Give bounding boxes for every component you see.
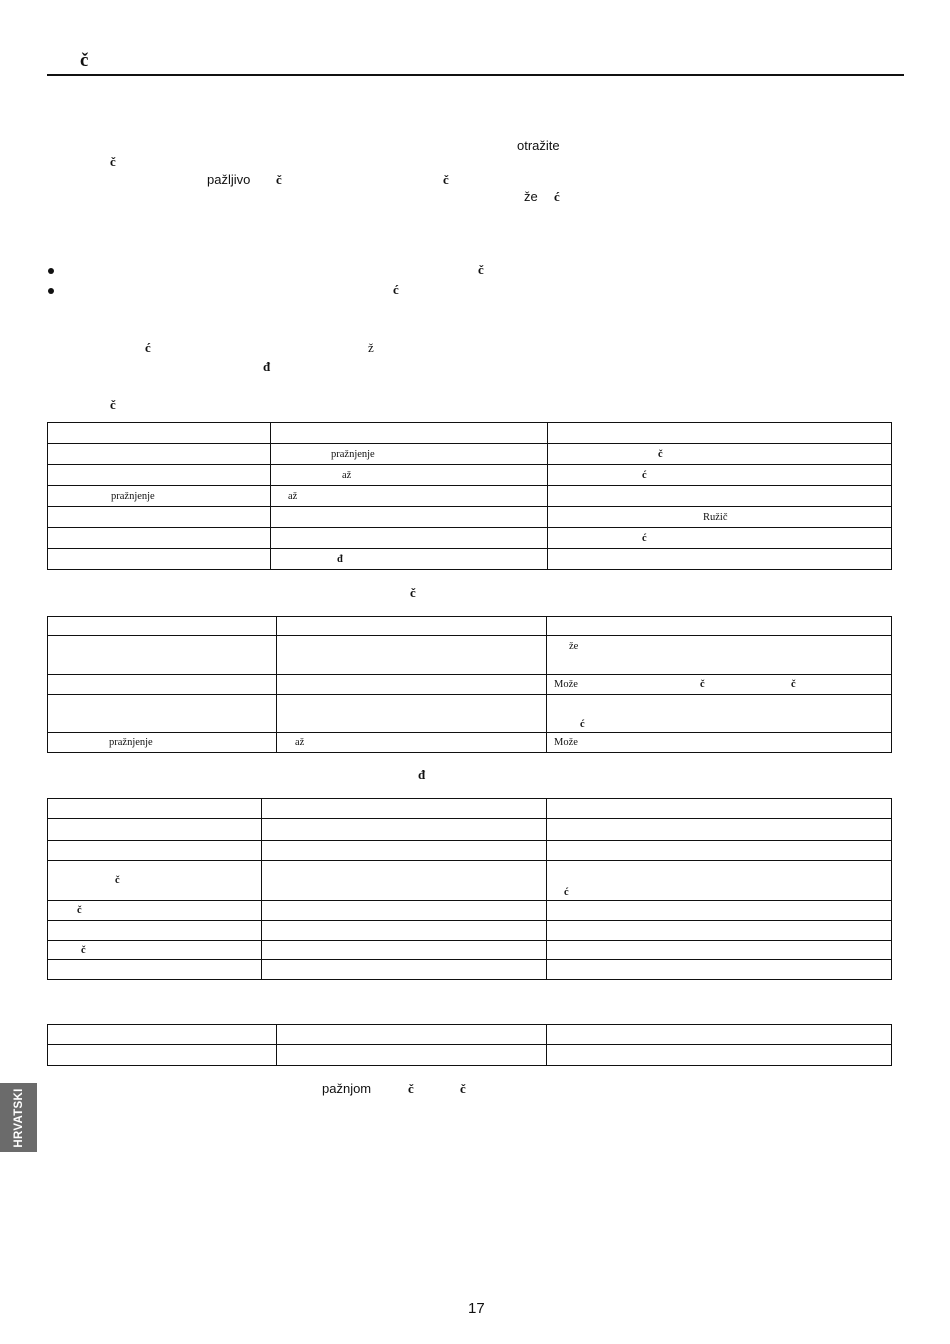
table-cell: č — [48, 941, 262, 960]
table1-heading: č — [110, 397, 116, 412]
table-cell: že — [547, 636, 892, 675]
table-row — [48, 549, 892, 570]
table-row — [48, 636, 892, 675]
table-cell: č — [48, 901, 262, 921]
table-1 — [47, 422, 892, 570]
intro-char: ć — [554, 189, 560, 204]
table-cell — [547, 675, 892, 695]
cell-text: č — [791, 679, 796, 690]
table-row — [48, 921, 892, 941]
table-3 — [47, 798, 892, 980]
side-tab-label: HRVATSKI — [12, 1087, 25, 1148]
table-row — [48, 486, 892, 507]
table-cell: č — [48, 861, 262, 901]
bullet-char: č — [478, 262, 484, 277]
table-cell: pražnjenje — [271, 444, 548, 465]
table-cell: ć — [547, 695, 892, 733]
intro-char: č — [276, 172, 282, 187]
footer-word: pažnjom — [322, 1081, 372, 1096]
intro-word: pažljivo — [207, 172, 251, 187]
footer-char: č — [408, 1081, 414, 1096]
page-number: 17 — [468, 1300, 485, 1317]
table-cell: pražnjenje — [48, 486, 271, 507]
table-cell: Može — [547, 733, 892, 753]
table-row — [48, 901, 892, 921]
intro-char: č — [443, 172, 449, 187]
bullet-dot — [48, 268, 54, 274]
bullet-char: ć — [393, 282, 399, 297]
cell-text: Može — [554, 679, 578, 690]
table-cell: až — [271, 486, 548, 507]
table-row — [48, 941, 892, 960]
table-cell: až — [277, 733, 547, 753]
table-2 — [47, 616, 892, 753]
table-cell: ć — [548, 528, 892, 549]
table-row — [48, 960, 892, 980]
para-char: đ — [263, 359, 271, 374]
intro-char: č — [110, 154, 116, 169]
table-cell: až — [271, 465, 548, 486]
title-rule — [47, 74, 904, 76]
table-row — [48, 675, 892, 695]
footer-char: č — [460, 1081, 466, 1096]
page-title: č — [80, 50, 89, 71]
intro-word: otražite — [517, 138, 560, 153]
table2-heading: č — [410, 585, 416, 600]
table-cell: pražnjenje — [48, 733, 277, 753]
table-cell: Ružič — [548, 507, 892, 528]
table-cell: ć — [547, 861, 892, 901]
table-row — [48, 733, 892, 753]
table-row — [48, 444, 892, 465]
table-row — [48, 1045, 892, 1066]
table-cell: č — [548, 444, 892, 465]
table-cell: ć — [548, 465, 892, 486]
table-row — [48, 819, 892, 841]
table-row — [48, 507, 892, 528]
table-row — [48, 465, 892, 486]
bullet-dot — [48, 288, 54, 294]
cell-text: č — [700, 679, 705, 690]
language-side-tab — [0, 1083, 37, 1152]
table3-heading: đ — [418, 767, 426, 782]
table-row — [48, 528, 892, 549]
table-cell: đ — [271, 549, 548, 570]
table-4 — [47, 1024, 892, 1066]
intro-word: že — [524, 189, 538, 204]
table-row — [48, 861, 892, 901]
para-char: ć — [145, 340, 151, 355]
table-row — [48, 841, 892, 861]
para-char: ž — [368, 340, 374, 355]
table-row — [48, 695, 892, 733]
